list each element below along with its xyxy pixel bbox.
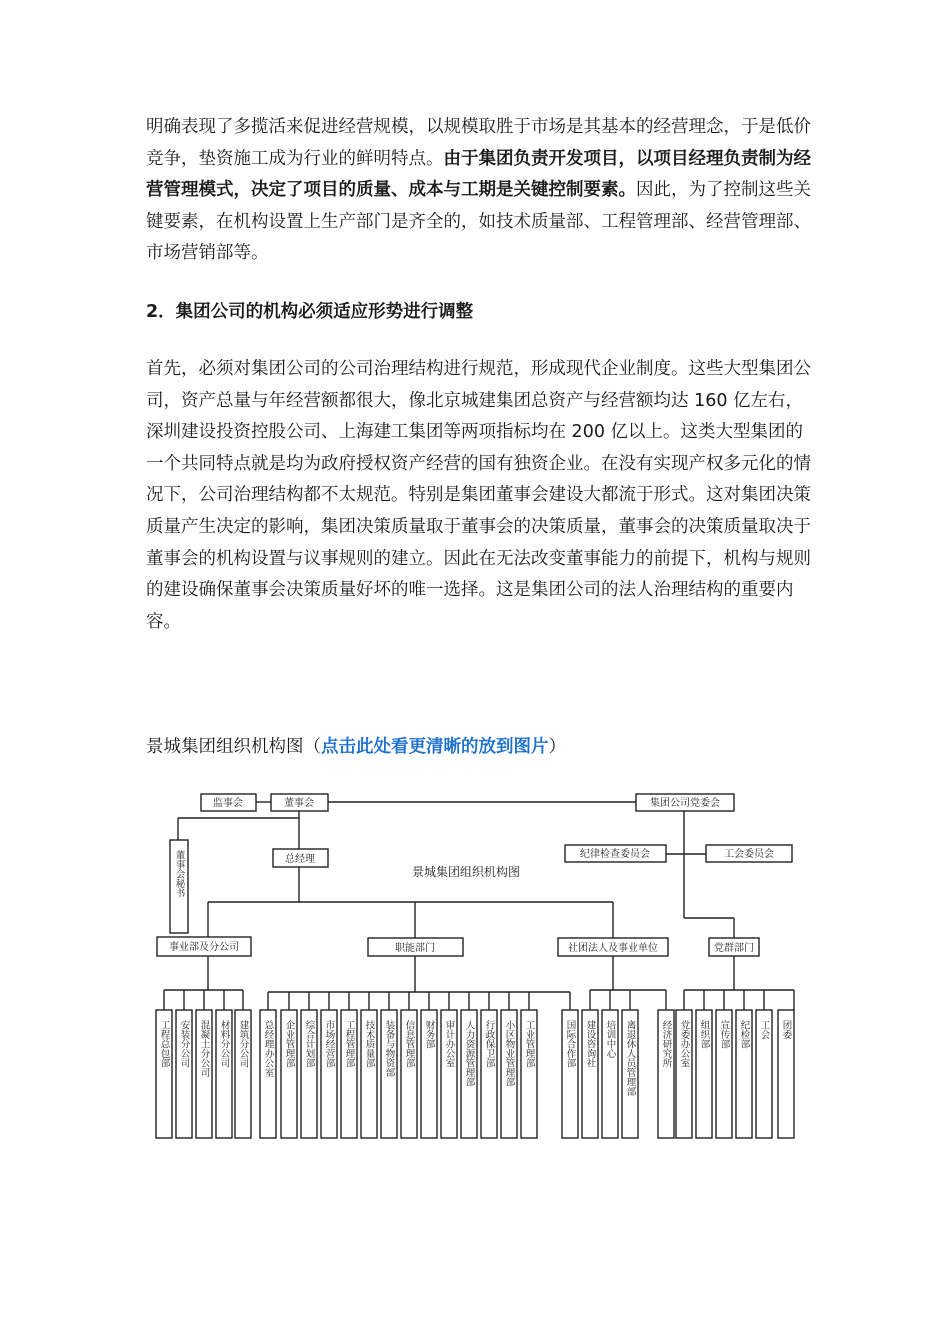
- org-chart: [146, 780, 806, 1150]
- division-unit: 材料分公司: [218, 1020, 230, 1068]
- party-unit: 团委: [780, 1020, 792, 1039]
- org-node-gm: [273, 849, 328, 867]
- party-unit: 工会: [758, 1020, 770, 1039]
- board-label: 董事会: [284, 798, 314, 809]
- function-unit: 市场经营部: [323, 1020, 335, 1068]
- org-group-social: [558, 938, 668, 956]
- division-units: [156, 1010, 251, 1138]
- division-unit: 混凝土分公司: [198, 1020, 210, 1077]
- org-node-party: [636, 794, 734, 811]
- function-unit: 装备与物资部: [383, 1020, 395, 1077]
- org-group-party-depts: [709, 938, 759, 956]
- division-unit: 建筑分公司: [237, 1020, 249, 1068]
- gm-label: 总经理: [285, 854, 315, 865]
- org-node-discipline: [565, 845, 666, 862]
- org-node-board: [271, 794, 328, 811]
- function-unit: 综合计划部: [303, 1020, 315, 1068]
- caption-close: ）: [548, 737, 566, 757]
- function-unit: 小区物业管理部: [503, 1020, 515, 1087]
- social-units: [582, 1010, 638, 1138]
- union-committee-label: 工会委员会: [724, 849, 774, 860]
- discipline-label: 纪律检查委员会: [580, 849, 650, 860]
- party-label: 集团公司党委会: [650, 798, 720, 809]
- party-unit: 组织部: [698, 1020, 710, 1049]
- party-unit: 宣传部: [718, 1020, 730, 1049]
- body-paragraph: 首先，必须对集团公司的公司治理结构进行规范，形成现代企业制度。这些大型集团公司，资产总量与年经营额都很大，像北京城建集团总资产与经营额均达 160 亿左右，深圳建设投资控股公司、上海建工集团等两项指标均在 200 亿以上。这类大型集团的一个共同特点就是均为政府授权资产经营的国有独资企业。在没有实现产权多元化的情况下，公司治理结构都不太规范。特别是集团董事会建设大都流于形式。这对集团决策质量产生决定的影响，集团决策质量取于董事会的决策质量，董事会的决策质量取决于董事会的机构设置与议事规则的建立。因此在无法改变董事能力的前提下，机构与规则的建设确保董事会决策质量好坏的唯一选择。这是集团公司的法人治理结构的重要内容。: [146, 359, 811, 632]
- function-unit: 信息管理部: [403, 1020, 415, 1068]
- supervisory-label: 监事会: [213, 798, 243, 809]
- org-group-divisions: [157, 937, 251, 956]
- division-unit: 安装分公司: [178, 1020, 190, 1068]
- social-unit: 建设咨询社: [584, 1020, 596, 1068]
- intro-bold-text: 由于集团负责开发项目，以项目经理负责制为经营管理模式，决定了项目的质量、成本与工期是关键控制要素。: [146, 148, 811, 201]
- party-unit: 党委办公室: [678, 1020, 690, 1068]
- division-unit: 工程总包部: [158, 1020, 170, 1068]
- function-unit: 人力资源管理部: [463, 1020, 475, 1087]
- party-depts-label: 党群部门: [714, 943, 754, 954]
- intro-text-2: 因此，为了控制这些关键要素，在机构设置上生产部门是齐全的，如技术质量部、工程管理部、经营管理部、市场营销部等。: [146, 180, 811, 264]
- org-node-board-secretary: [170, 840, 188, 933]
- intro-paragraph: [146, 112, 816, 270]
- function-unit: 财务部: [423, 1020, 435, 1049]
- function-unit: 工程管理部: [343, 1020, 355, 1068]
- section-heading: 2．集团公司的机构必须适应形势进行调整: [146, 302, 474, 322]
- function-unit: 国际合作部: [564, 1020, 576, 1068]
- function-unit: 企业管理部: [283, 1020, 295, 1068]
- intro-text-1: 明确表现了多揽活来促进经营规模，以规模取胜于市场是其基本的经营理念，于是低价竞争，垫资施工成为行业的鲜明特点。: [146, 117, 811, 169]
- org-chart-title: 景城集团组织机构图: [411, 865, 521, 879]
- function-unit: 审计办公室: [443, 1020, 455, 1068]
- chart-caption: [146, 733, 566, 758]
- function-unit: 行政保卫部: [483, 1020, 495, 1068]
- board-secretary-label: 董事会秘书: [173, 850, 185, 898]
- org-chart-connectors: [164, 802, 794, 1010]
- party-unit: 经济研究所: [660, 1020, 672, 1068]
- function-unit: 技术质量部: [363, 1020, 375, 1068]
- function-units: [260, 1010, 578, 1138]
- social-label: 社团法人及事业单位: [568, 943, 658, 954]
- org-node-union-committee: [706, 845, 792, 862]
- divisions-label: 事业部及分公司: [169, 942, 239, 953]
- social-unit: 培训中心: [604, 1020, 616, 1058]
- functions-label: 职能部门: [395, 943, 435, 954]
- caption-text: 景城集团组织机构图（: [146, 737, 321, 757]
- org-node-supervisory: [201, 794, 256, 811]
- party-units: [658, 1010, 794, 1138]
- function-unit: 工业管理部: [523, 1020, 535, 1068]
- social-unit: 离退休人员管理部: [624, 1020, 636, 1096]
- function-unit: 总经理办公室: [262, 1020, 274, 1077]
- org-group-functions: [368, 938, 463, 956]
- enlarge-image-link[interactable]: 点击此处看更清晰的放到图片: [321, 737, 549, 757]
- party-unit: 纪检部: [738, 1020, 750, 1049]
